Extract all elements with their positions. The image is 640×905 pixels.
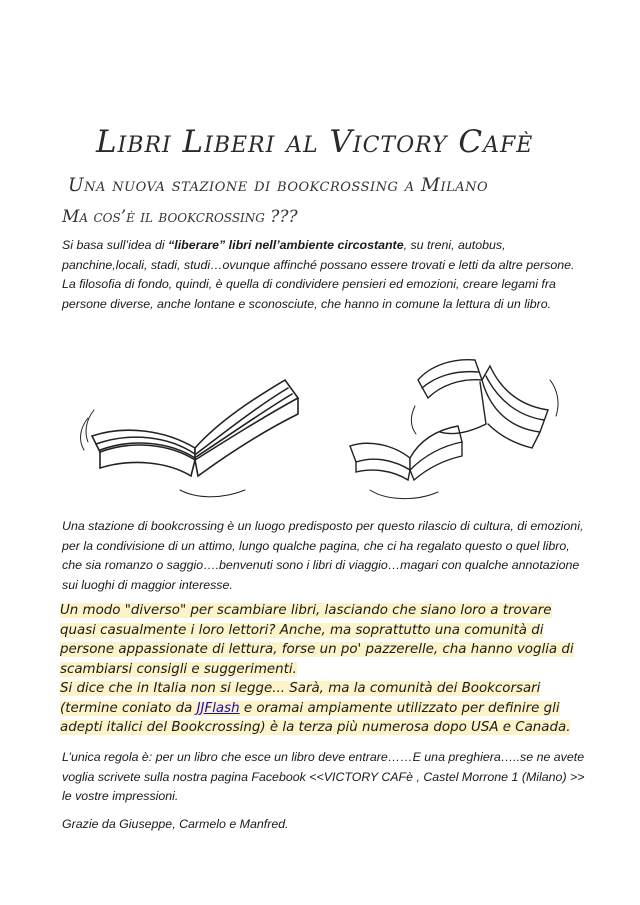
highlighted-block bbox=[60, 601, 590, 738]
intro-pre: Si basa sull’idea di bbox=[62, 238, 169, 252]
book-center bbox=[350, 426, 462, 499]
highlight-paragraph-2 bbox=[60, 679, 590, 738]
page-title: Libri Liberi al Victory Cafè bbox=[96, 124, 534, 160]
jjflash-link[interactable]: JJFlash bbox=[196, 700, 240, 716]
station-paragraph: Una stazione di bookcrossing è un luogo predisposto per questo rilascio di cultura, di emozioni, per la condivisione di un attimo, lungo qualche pagina, che ci ha regalato questo o quel libro, che sia romanzo o saggio….benvenuti sono i libri di viaggio…magari con qualche annotazione sui luoghi di maggior interesse. bbox=[62, 519, 584, 592]
section-question: Ma cos’è il bookcrossing ??? bbox=[62, 207, 298, 227]
page-subtitle: Una nuova stazione di bookcrossing a Milano bbox=[68, 175, 489, 196]
highlight-text-1: Un modo "diverso" per scambiare libri, lasciando che siano loro a trovare quasi casualmente i loro lettori? Anche, ma soprattutto una comunità di persone appassionate di lettura, forse un po' pazzerelle, cha hanno voglia di scambiarsi consigli e suggerimenti. bbox=[60, 603, 574, 677]
book-left bbox=[81, 380, 298, 497]
intro-bold: “liberare” libri nell’ambiente circostante bbox=[168, 238, 404, 252]
intro-post: , su treni, autobus, panchine,locali, stadi, studi…ovunque affinché possano essere trovati e letti da altre persone. La filosofia di fondo, quindi, è quella di condividere pensieri ed emozioni, creare legami fra persone diverse, anche lontane e sconosciute, che hanno in comune la lettura di un libro. bbox=[62, 238, 575, 311]
flying-books-illustration bbox=[70, 340, 570, 510]
highlight-paragraph-1 bbox=[60, 601, 590, 679]
highlight-text-2-post: e oramai ampiamente utilizzato per definire gli adepti italici del Bookcrossing) è la terza più numerosa dopo USA e Canada. bbox=[60, 700, 571, 735]
intro-paragraph bbox=[62, 236, 590, 314]
rule-paragraph: L’unica regola è: per un libro che esce un libro deve entrare……E una preghiera…..se ne avete voglia scrivete sulla nostra pagina Facebook <<VICTORY CAFè , Castel Morrone 1 (Milano) >> le vostre impressioni. bbox=[62, 750, 585, 803]
signature: Grazie da Giuseppe, Carmelo e Manfred. bbox=[62, 817, 289, 831]
highlight-text-2-pre: Si dice che in Italia non si legge... Sarà, ma la comunità dei Bookcorsari (termine coniato da bbox=[60, 681, 541, 716]
